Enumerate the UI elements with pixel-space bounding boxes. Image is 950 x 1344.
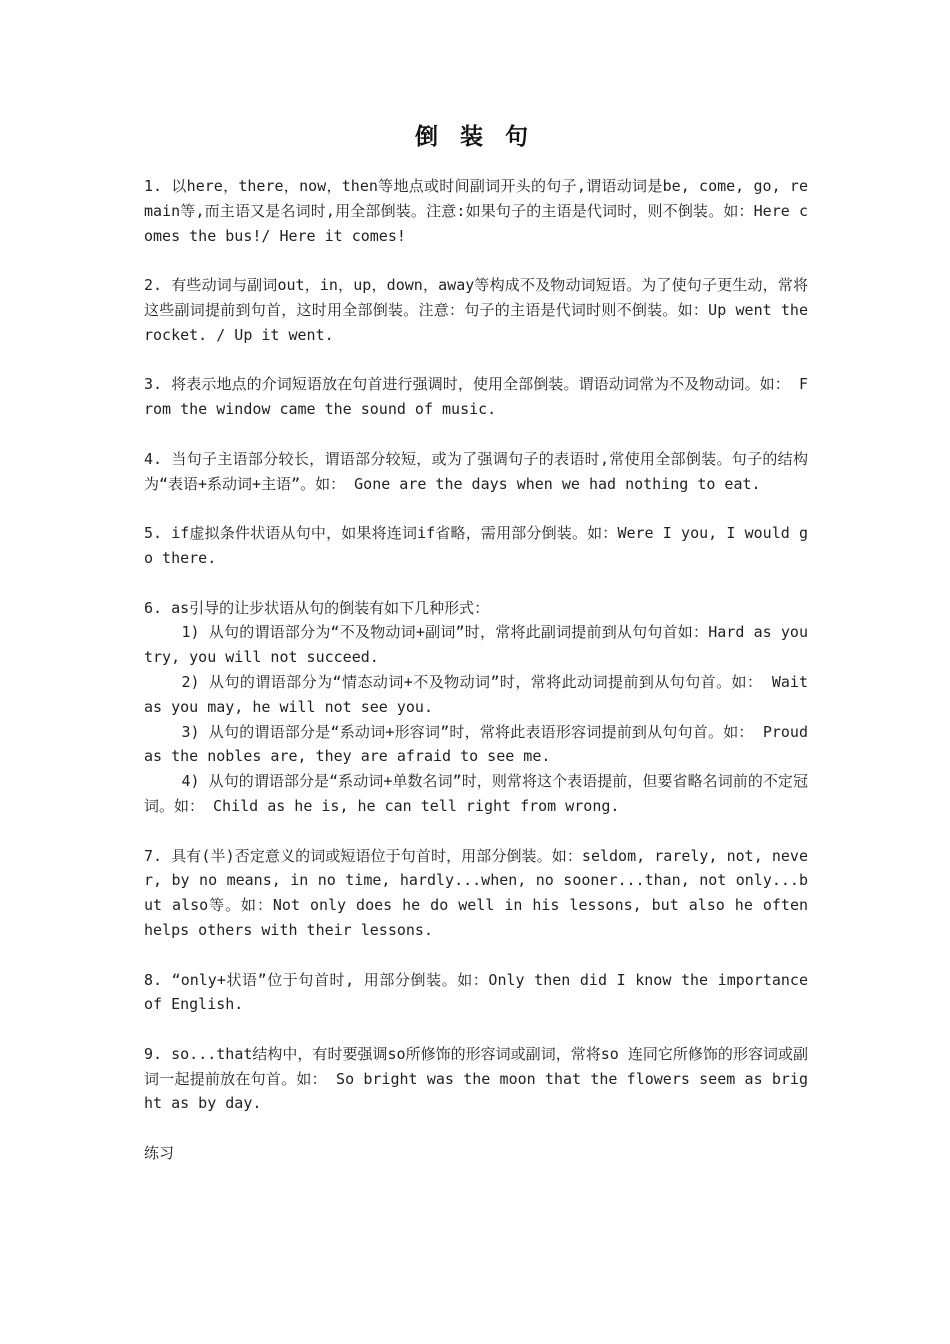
rule-6-item-3: 3) 从句的谓语部分是“系动词+形容词”时，常将此表语形容词提前到从句句首。如： Proud as the nobles are, they are afraid to see me.	[144, 722, 808, 766]
rule-8: 8. “only+状语”位于句首时, 用部分倒装。如：Only then did I know the importance of English.	[144, 970, 808, 1014]
rule-2: 2. 有些动词与副词out，in，up，down，away等构成不及物动词短语。为了使句子更生动，常将这些副词提前到句首，这时用全部倒装。注意：句子的主语是代词时则不倒装。如：Up went the rocket. / Up it went.	[144, 276, 808, 344]
rule-1: 1. 以here，there，now，then等地点或时间副词开头的句子,谓语动词是be, come, go, remain等,而主语又是名词时,用全部倒装。注意:如果句子的主语是代词时，则不倒装。如：Here comes the bus!/ Here it comes!	[144, 177, 808, 245]
rule-4: 4. 当句子主语部分较长，谓语部分较短，或为了强调句子的表语时,常使用全部倒装。句子的结构为“表语+系动词+主语”。如： Gone are the days when we had nothing to eat.	[144, 449, 808, 493]
rule-9: 9. so...that结构中，有时要强调so所修饰的形容词或副词，常将so 连同它所修饰的形容词或副词一起提前放在句首。如： So bright was the moon that the flowers seem as bright as by day.	[144, 1044, 808, 1113]
rule-6-item-1: 1) 从句的谓语部分为“不及物动词+副词”时，常将此副词提前到从句句首如：Hard as you try, you will not succeed.	[144, 623, 808, 667]
rule-6-item-4: 4) 从句的谓语部分是“系动词+单数名词”时，则常将这个表语提前，但要省略名词前的不定冠词。如： Child as he is, he can tell right from wrong.	[144, 772, 808, 815]
rule-5: 5. if虚拟条件状语从句中，如果将连词if省略，需用部分倒装。如：Were I you, I would go there.	[144, 524, 808, 567]
document-body	[144, 174, 808, 1166]
rule-6-item-2: 2) 从句的谓语部分为“情态动词+不及物动词”时，常将此动词提前到从句句首。如： Wait as you may, he will not see you.	[144, 672, 808, 716]
page-title: 倒 装 句	[414, 123, 535, 150]
rule-6-intro: 6. as引导的让步状语从句的倒装有如下几种形式：	[144, 598, 490, 617]
rule-7: 7. 具有(半)否定意义的词或短语位于句首时，用部分倒装。如：seldom, rarely, not, never, by no means, in no time, hardly...when, no sooner...than, not only...but also等。如：Not only does he do well in his lessons, but also he often helps others with their lessons.	[144, 846, 808, 939]
exercise-heading: 练习	[144, 1144, 175, 1163]
rule-3: 3. 将表示地点的介词短语放在句首进行强调时，使用全部倒装。谓语动词常为不及物动词。如： From the window came the sound of music.	[144, 375, 808, 419]
